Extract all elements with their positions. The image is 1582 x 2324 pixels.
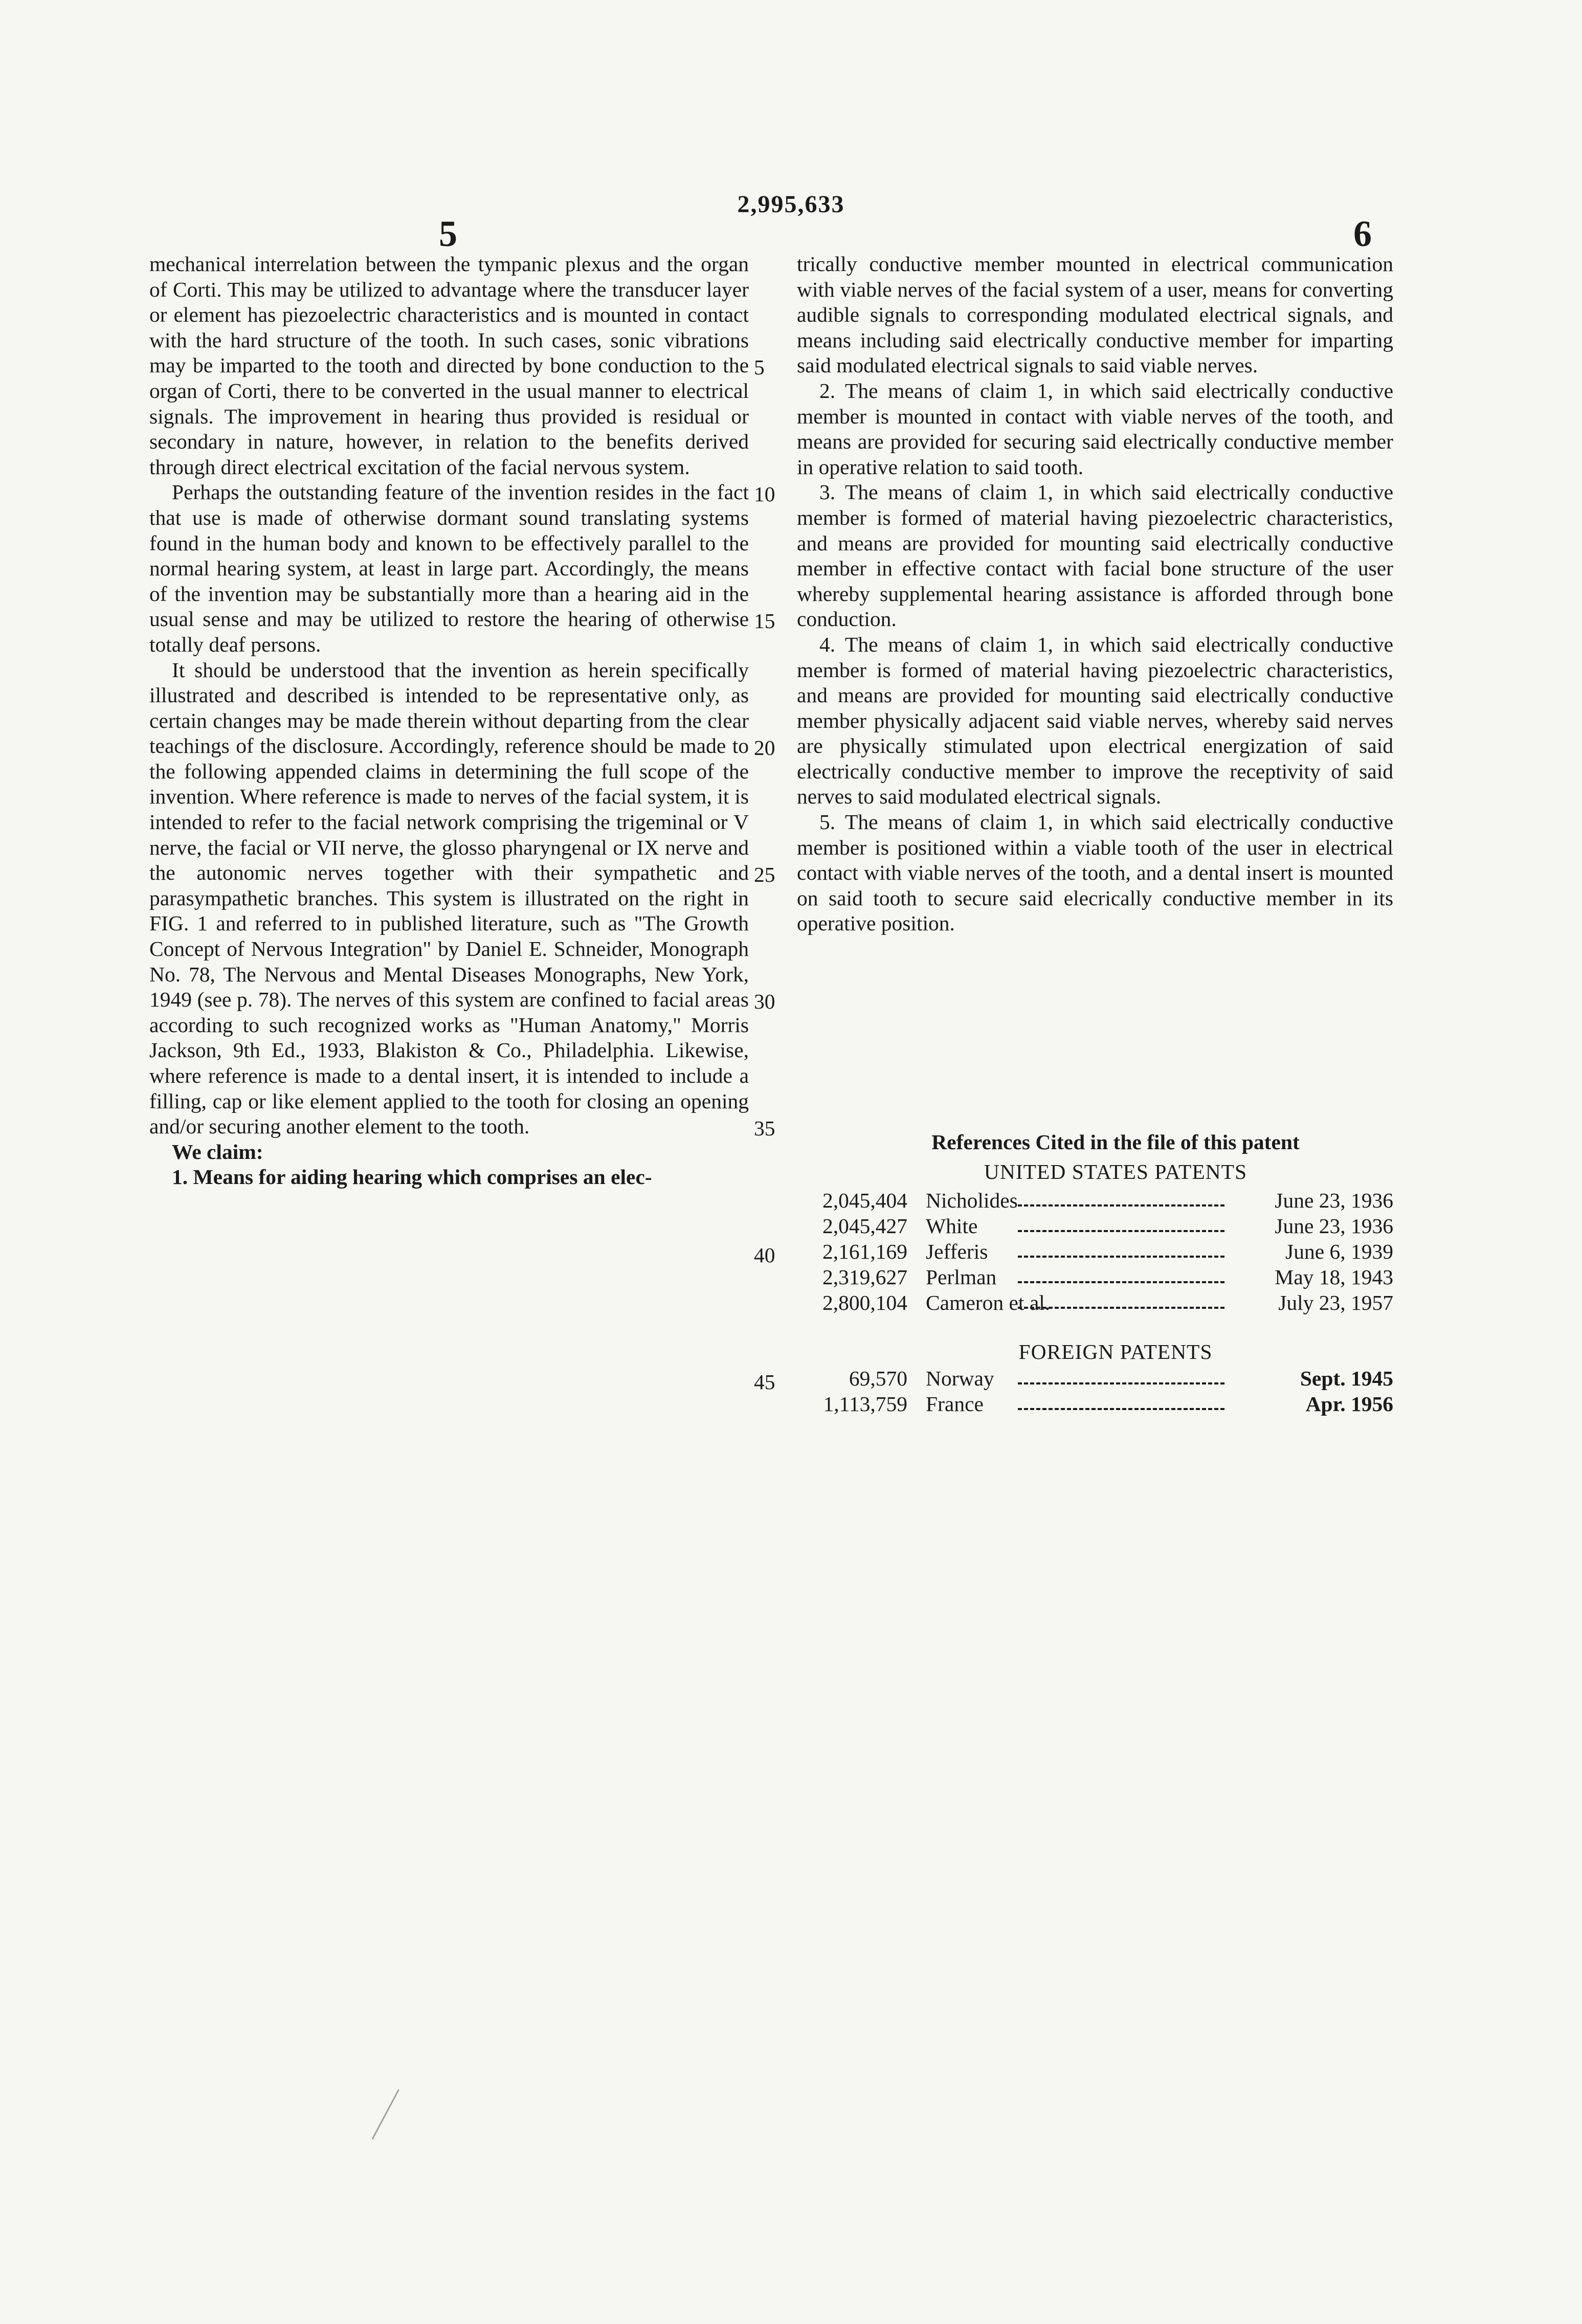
reference-date: Apr. 1956 xyxy=(1305,1392,1393,1416)
leader-dots xyxy=(1018,1202,1224,1206)
patent-number: 2,995,633 xyxy=(737,191,845,218)
reference-name: White xyxy=(926,1214,978,1238)
line-number: 25 xyxy=(754,863,775,886)
leader-dots xyxy=(1018,1254,1224,1258)
right-column-number: 6 xyxy=(1353,213,1372,254)
reference-number: 2,045,404 xyxy=(822,1189,907,1212)
reference-date: Sept. 1945 xyxy=(1300,1367,1393,1390)
reference-row xyxy=(797,1188,1393,1213)
reference-number: 1,113,759 xyxy=(823,1392,907,1416)
line-number: 15 xyxy=(754,609,775,633)
leader-dots xyxy=(1018,1406,1224,1410)
claim-1-start: 1. Means for aiding hearing which comprises an elec- xyxy=(172,1165,652,1189)
reference-name: Cameron et al. xyxy=(926,1291,1051,1314)
reference-name: Norway xyxy=(926,1367,994,1390)
reference-date: June 23, 1936 xyxy=(1275,1214,1393,1238)
reference-number: 2,800,104 xyxy=(822,1291,907,1314)
reference-number: 2,319,627 xyxy=(822,1265,907,1289)
claims-heading: We claim: xyxy=(172,1139,263,1164)
reference-date: May 18, 1943 xyxy=(1275,1265,1393,1289)
reference-number: 69,570 xyxy=(849,1367,907,1390)
reference-name: France xyxy=(926,1392,984,1416)
foreign-patents-list xyxy=(797,1366,1393,1417)
line-number: 30 xyxy=(754,990,775,1013)
reference-name: Perlman xyxy=(926,1265,997,1289)
reference-row xyxy=(797,1391,1393,1417)
line-number: 20 xyxy=(754,736,775,759)
leader-dots xyxy=(1018,1305,1224,1309)
paragraph: trically conductive member mounted in electrical communication with viable nerves of the facial system of a user, means for converting audible signals to corresponding modulated electrical signals, and means including said electrically conductive member for imparting said modulated electrical signals to said viable nerves. xyxy=(797,252,1393,377)
claim-4: 4. The means of claim 1, in which said electrically conductive member is formed of material having piezoelectric characteristics, and means are provided for mounting said electrically conductive member physically adjacent said viable nerves, whereby said nerves are physically stimulated upon electrical energization of said electrically conductive member to improve the receptivity of said nerves to said modulated electrical signals. xyxy=(797,632,1393,809)
reference-name: Jefferis xyxy=(926,1240,988,1263)
reference-number: 2,045,427 xyxy=(822,1214,907,1238)
paragraph: Perhaps the outstanding feature of the invention resides in the fact that use is made of otherwise dormant sound translating systems found in the human body and known to be effectively parallel to the normal hearing system, at least in large part. Accordingly, the means of the invention may be substantially more than a hearing aid in the usual sense and may be utilized to restore the hearing of otherwise totally deaf persons. xyxy=(149,480,749,656)
reference-row xyxy=(797,1366,1393,1391)
line-number: 45 xyxy=(754,1370,775,1394)
us-patents-heading: UNITED STATES PATENTS xyxy=(984,1160,1247,1183)
claim-3: 3. The means of claim 1, in which said electrically conductive member is formed of material having piezoelectric characteristics, and means are provided for mounting said electrically conductive member in effective contact with facial bone structure of the user whereby supplemental hearing assistance is afforded through bone conduction. xyxy=(797,480,1393,631)
stray-pen-mark xyxy=(372,2089,402,2140)
leader-dots xyxy=(1018,1228,1224,1232)
line-number: 40 xyxy=(754,1243,775,1267)
left-column-number: 5 xyxy=(439,213,457,254)
paragraph: It should be understood that the invention as herein specifically illustrated and described is intended to be representative only, as certain changes may be made therein without departing from the clear teachings of the disclosure. Accordingly, reference should be made to the following appended claims in determining the full scope of the invention. Where reference is made to nerves of the facial system, it is intended to refer to the facial network comprising the trigeminal or V nerve, the facial or VII nerve, the glosso pharyngenal or IX nerve and the autonomic nerves together with their sympathetic and parasympathetic branches. This system is illustrated on the right in FIG. 1 and referred to in published literature, such as "The Growth Concept of Nervous Integration" by Daniel E. Schneider, Monograph No. 78, The Nervous and Mental Diseases Monographs, New York, 1949 (see p. 78). The nerves of this system are confined to facial areas according to such recognized works as "Human Anatomy," Morris Jackson, 9th Ed., 1933, Blakiston & Co., Philadelphia. Likewise, where reference is made to a dental insert, it is intended to include a filling, cap or like element applied to the tooth for closing an opening and/or securing another element to the tooth. xyxy=(149,658,749,1138)
foreign-patents-heading: FOREIGN PATENTS xyxy=(1018,1340,1213,1364)
right-text-column xyxy=(797,252,1393,936)
line-number: 10 xyxy=(754,482,775,506)
line-number: 5 xyxy=(754,355,765,379)
references-cited xyxy=(797,1129,1393,1417)
reference-date: June 23, 1936 xyxy=(1275,1189,1393,1212)
claim-2: 2. The means of claim 1, in which said electrically conductive member is mounted in contact with viable nerves of the tooth, and means are provided for securing said electrically conductive member in operative relation to said tooth. xyxy=(797,378,1393,479)
reference-row xyxy=(797,1290,1393,1315)
reference-number: 2,161,169 xyxy=(822,1240,907,1263)
leader-dots xyxy=(1018,1380,1224,1384)
left-text-column xyxy=(149,252,749,1190)
reference-date: June 6, 1939 xyxy=(1285,1240,1393,1263)
reference-name: Nicholides xyxy=(926,1189,1018,1212)
reference-row xyxy=(797,1239,1393,1264)
paragraph: mechanical interrelation between the tympanic plexus and the organ of Corti. This may be utilized to advantage where the transducer layer or element has piezoelectric characteristics and is mounted in contact with the hard structure of the tooth. In such cases, sonic vibrations may be imparted to the tooth and directed by bone conduction to the organ of Corti, there to be converted in the usual manner to electrical signals. The improvement in hearing thus provided is residual or secondary in nature, however, in relation to the benefits derived through direct electrical excitation of the facial nervous system. xyxy=(149,252,749,479)
reference-date: July 23, 1957 xyxy=(1278,1291,1393,1314)
us-patents-list xyxy=(797,1188,1393,1315)
leader-dots xyxy=(1018,1279,1224,1283)
reference-row xyxy=(797,1264,1393,1290)
claim-5: 5. The means of claim 1, in which said electrically conductive member is positioned within a viable tooth of the user in electrical contact with viable nerves of the tooth, and a dental insert is mounted on said tooth to secure said elecrically conductive member in its operative position. xyxy=(797,810,1393,935)
line-number: 35 xyxy=(754,1116,775,1140)
references-title: References Cited in the file of this patent xyxy=(931,1130,1300,1154)
reference-row xyxy=(797,1213,1393,1239)
